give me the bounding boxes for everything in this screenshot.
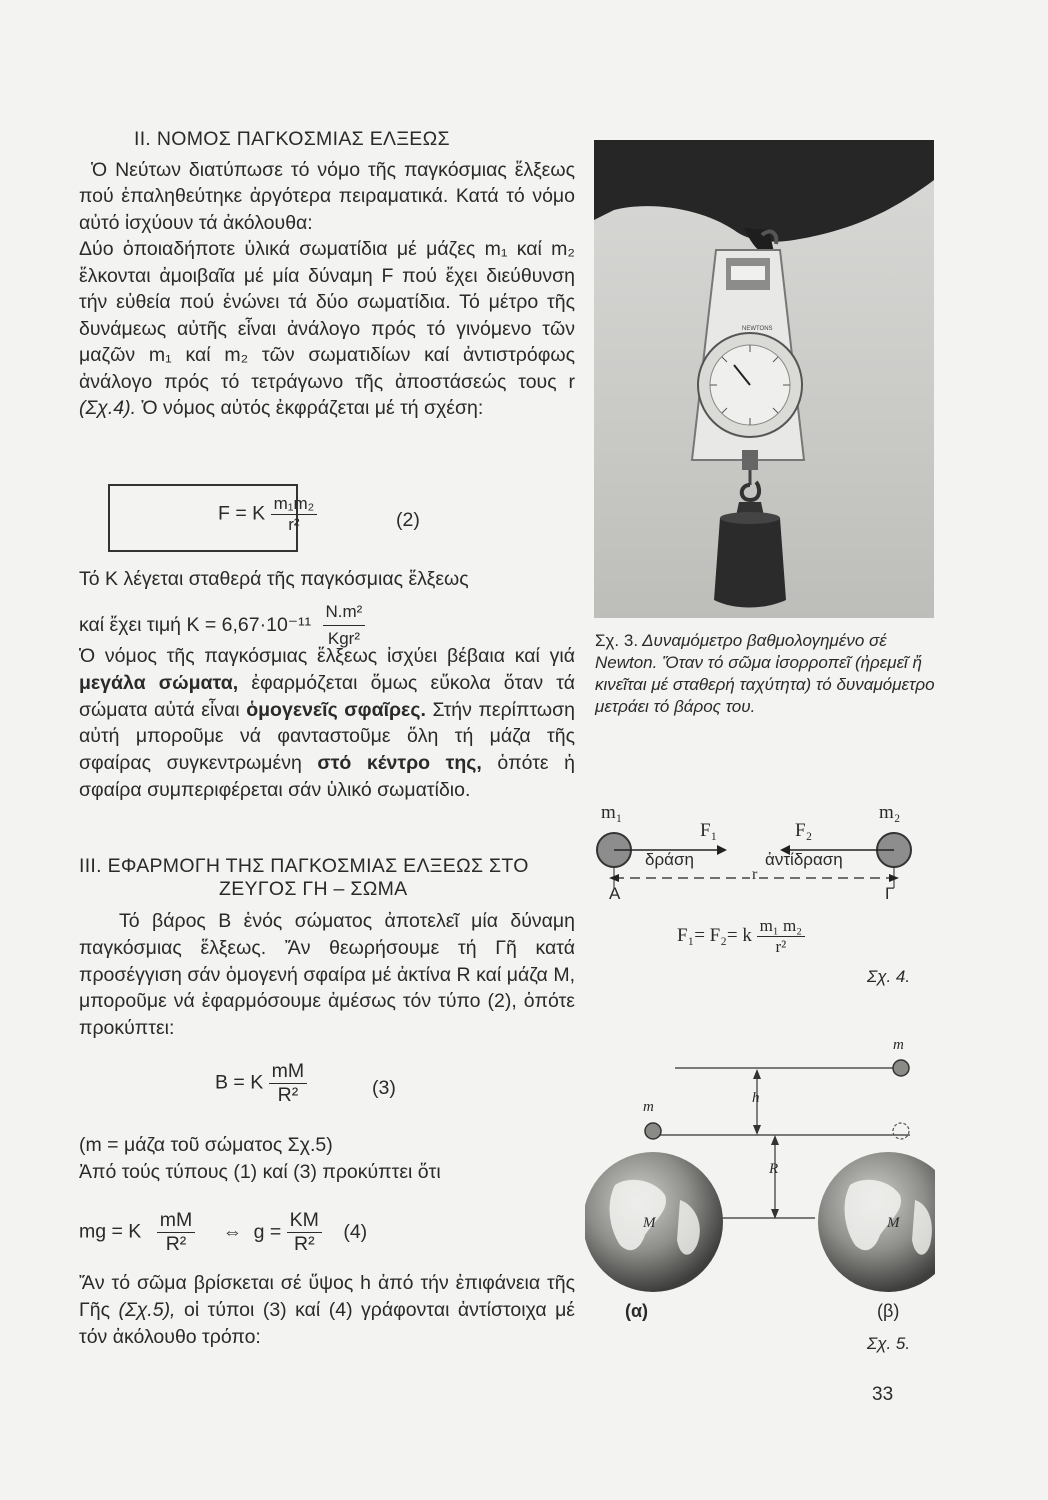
fig5-diagram: [585, 1035, 935, 1305]
label-f2: F₂: [795, 820, 813, 841]
label-reaction: ἀντίδραση: [765, 850, 843, 869]
spring-scale-photo: [594, 140, 934, 618]
paragraph: Ὁ νόμος τῆς παγκόσμιας ἕλξεως ἰσχύει βέβαια καί γιά μεγάλα σώματα, ἐφαρμόζεται ὅμως εὔκολα ὅταν τά σώματα αὐτά εἶναι ὁμογενεῖς σφαῖρες. Στήν περίπτωση αὐτή μποροῦμε νά φανταστοῦμε ὅλη τή μάζα τῆς σφαίρας συγκεντρωμένη στό κέντρο της, ὁπότε ἡ σφαίρα συμπεριφέρεται σάν ὑλικό σωματίδιο.: [79, 645, 576, 801]
label-r: r: [752, 866, 758, 883]
dial-label: NEWTONS: [742, 326, 773, 332]
formula-3-tag: (3): [372, 1077, 396, 1099]
k-constant: Τό Κ λέγεται σταθερά τῆς παγκόσμιας ἕλξεως καί ἔχει τιμή K = 6,67·10⁻¹¹ $\frac{\text{N.m²}}{\text{Kgr²}}$: [79, 568, 469, 648]
fig5: [585, 1035, 935, 1365]
mass-m-height: [893, 1060, 909, 1076]
label-R: R: [769, 1161, 779, 1177]
formula-2-tag: (2): [396, 509, 420, 531]
paragraph: Ἄν τό σῶμα βρίσκεται σέ ὕψος h ἀπό τήν ἐπιφάνεια τῆς Γῆς (Σχ.5), οἱ τύποι (3) καί (4) γράφονται ἀντίστοιχα μέ τόν ἀκόλουθο τρόπο:: [79, 1272, 575, 1348]
label-b: (β): [877, 1301, 900, 1321]
mass-m-surface: [645, 1123, 661, 1139]
paragraph: Τό βάρος Β ἑνός σώματος ἀποτελεῖ μία δύναμη παγκόσμιας ἕλξεως. Ἄν θεωρήσουμε τή Γῆ κατά προσέγγιση σάν ὁμογενή σφαίρα μέ ἀκτίνα R καί μάζα M, μποροῦμε νά ἐφαρμόσουμε ἀμέσως τόν τύπο (2), ὁπότε προκύπτει:: [79, 910, 575, 1040]
label-m1: m₁: [601, 802, 623, 823]
hand-shape: [594, 140, 934, 242]
section-heading: II. ΝΟΜΟΣ ΠΑΓΚΟΣΜΙΑΣ ΕΛΞΕΩΣ: [134, 128, 450, 150]
formula-2: F = K $\frac{\text{m₁m₂}}{\text{r²}}$: [218, 494, 317, 535]
label-a: (α): [625, 1301, 649, 1321]
label-m-top: m: [893, 1037, 904, 1053]
label-M-a: M: [643, 1215, 656, 1231]
label-m-left: m: [643, 1099, 654, 1115]
formula-3: B = K $\frac{mM}{\text{R²}}$: [215, 1060, 307, 1107]
label-h: h: [752, 1090, 760, 1106]
section-heading: III. ΕΦΑΡΜΟΓΗ ΤΗΣ ΠΑΓΚΟΣΜΙΑΣ ΕΛΞΕΩΣ ΣΤΟ ΖΕΥΓΟΣ ΓΗ – ΣΩΜΑ: [79, 855, 529, 900]
label-action: δράση: [645, 850, 694, 869]
spring-scale-illustration: [594, 140, 934, 618]
weight: [714, 518, 786, 608]
label-M-b: M: [887, 1215, 900, 1231]
fig4: [585, 800, 935, 990]
paragraph: Δύο ὁποιαδήποτε ὑλικά σωματίδια μέ μάζες m₁ καί m₂ ἕλκονται ἀμοιβαῖα μέ μία δύναμη F πού ἔχει διεύθυνση τήν εὐθεία πού ἑνώνει τά δύο σωματίδια. Τό μέτρο τῆς δυνάμεως αὐτῆς εἶναι ἀνάλογο πρός τό γινόμενο τῶν μαζῶν m₁ καί m₂ τῶν σωματιδίων καί ἀντιστρόφως ἀνάλογο πρός τό τετράγωνο τῆς ἀποστάσεώς τους r (Σχ.4). Ὁ νόμος αὐτός ἐκφράζεται μέ τή σχέση:: [79, 238, 575, 419]
fig5-caption: Σχ. 5.: [867, 1334, 911, 1353]
page-number: 33: [872, 1384, 894, 1405]
label-m2: m₂: [879, 802, 901, 823]
label-point-g: Γ: [885, 884, 895, 903]
fig4-formula: F₁= F₂= k $\frac{\text{m₁ m₂}}{\text{r²}}$: [677, 916, 805, 957]
note: (m = μάζα τοῦ σώματος Σχ.5) Ἀπό τούς τύπους (1) καί (3) προκύπτει ὅτι: [79, 1134, 441, 1183]
label-point-a: A: [609, 884, 621, 903]
label-f1: F₁: [700, 820, 718, 841]
paragraph: Ὁ Νεύτων διατύπωσε τό νόμο τῆς παγκόσμιας ἕλξεως πού ἐπαληθεύτηκε ἀργότερα πειραματικά. Κατά τό νόμο αὐτό ἰσχύουν τά ἀκόλουθα:: [79, 158, 575, 234]
left-column: [79, 126, 575, 422]
formula-4: mg = K $\frac{mM}{\text{R²}}$ ⇔ g = $\frac{KM}{\text{R²}}$ (4): [79, 1209, 368, 1255]
fig4-caption: Σχ. 4.: [867, 967, 911, 986]
fig3-caption: Σχ. 3. Δυναμόμετρο βαθμολογημένο σέ Newton. Ὅταν τό σῶμα ἰσορροπεῖ (ἠρεμεῖ ἤ κινεῖται μέ σταθερή ταχύτητα) τό δυναμόμετρο μετράει τό βάρος του.: [595, 631, 935, 716]
